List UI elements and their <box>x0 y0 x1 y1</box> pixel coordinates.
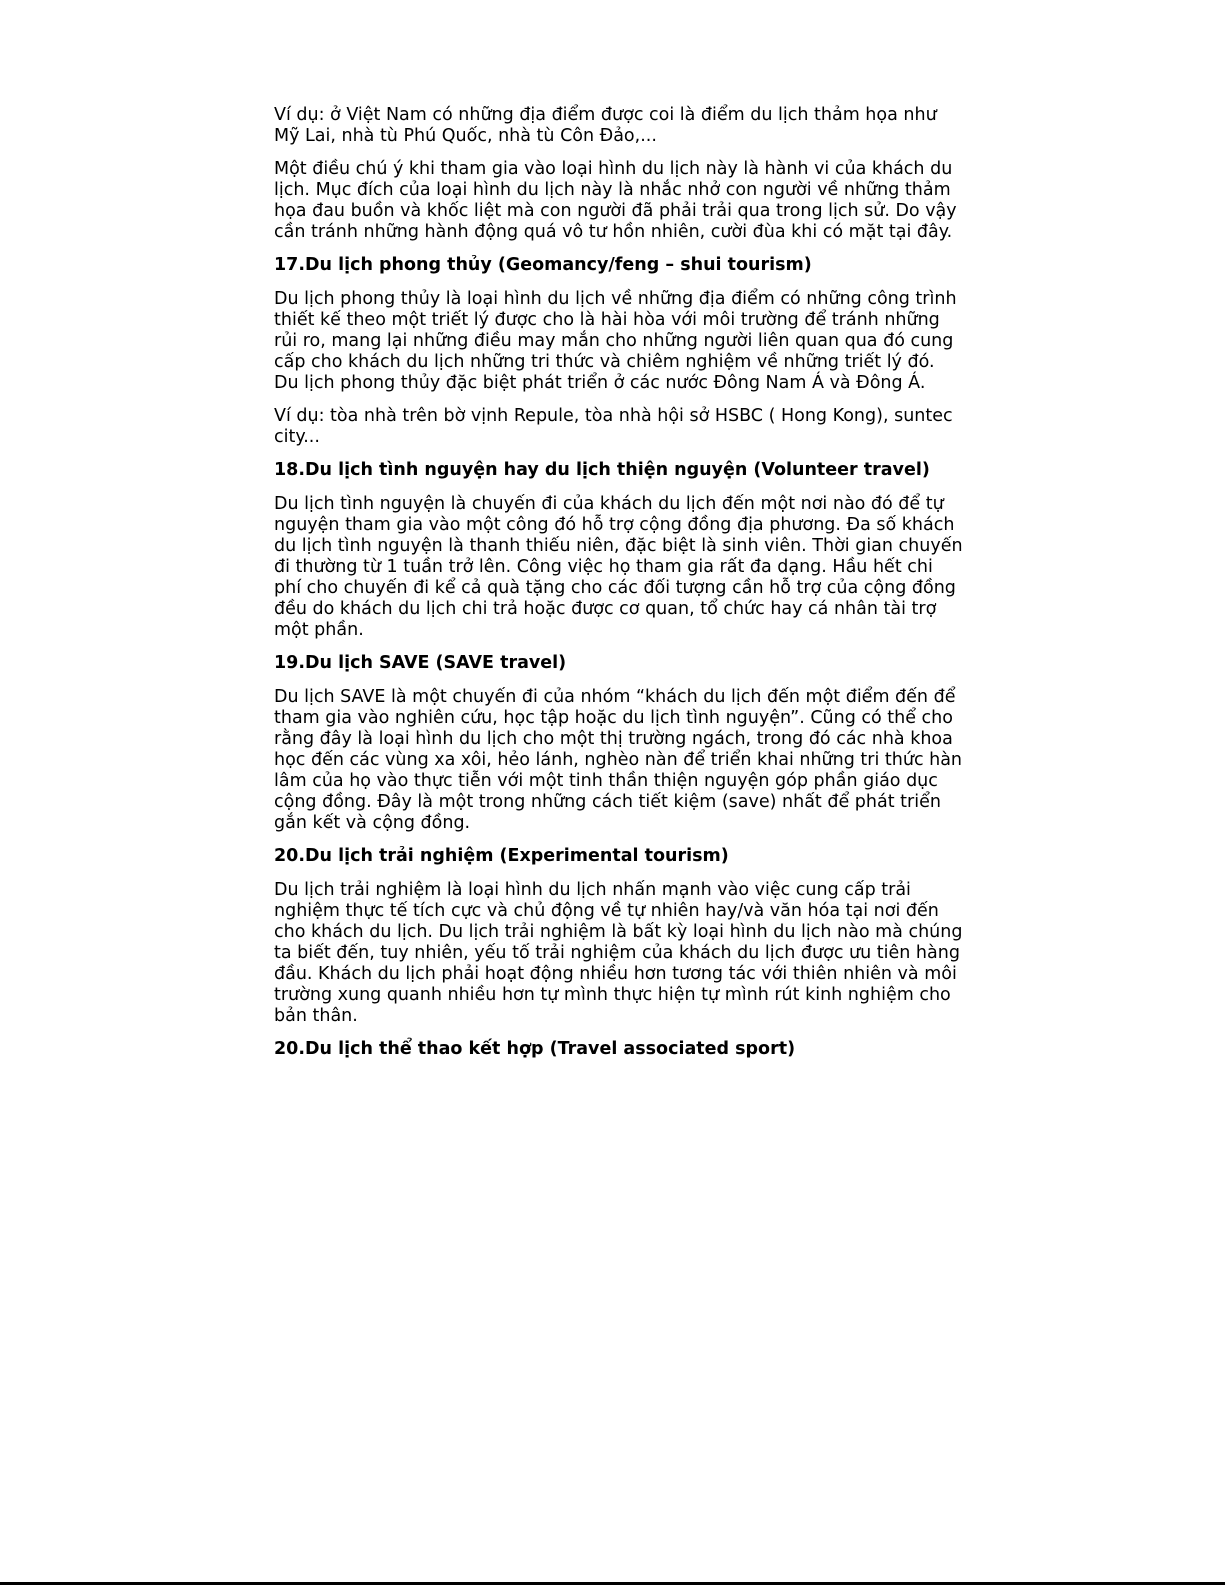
paragraph-disaster-tourism-note: Một điều chú ý khi tham gia vào loại hình du lịch này là hành vi của khách du lịch. Mục đích của loại hình du lịch này là nhắc nhở con người về những thảm họa đau buồn và khốc liệt mà con người đã phải trải qua trong lịch sử. Do vậy cần tránh những hành động quá vô tư hồn nhiên, cười đùa khi có mặt tại đây. <box>274 159 957 242</box>
paragraph-feng-shui-example: Ví dụ: tòa nhà trên bờ vịnh Repule, tòa nhà hội sở HSBC ( Hong Kong), suntec city... <box>274 406 953 447</box>
paragraph-feng-shui-definition: Du lịch phong thủy là loại hình du lịch về những địa điểm có những công trình thiết kế theo một triết lý được cho là hài hòa với môi trường để tránh những rủi ro, mang lại những điều may mắn cho những người liên quan qua đó cung cấp cho khách du lịch những tri thức và chiêm nghiệm về những triết lý đó. Du lịch phong thủy đặc biệt phát triển ở các nước Đông Nam Á và Đông Á. <box>274 289 957 393</box>
heading-17-feng-shui-tourism: 17.Du lịch phong thủy (Geomancy/feng – shui tourism) <box>274 255 812 275</box>
paragraph-volunteer-travel-definition: Du lịch tình nguyện là chuyến đi của khách du lịch đến một nơi nào đó để tự nguyện tham gia vào một công đó hỗ trợ cộng đồng địa phương. Đa số khách du lịch tình nguyện là thanh thiếu niên, đặc biệt là sinh viên. Thời gian chuyến đi thường từ 1 tuần trở lên. Công việc họ tham gia rất đa dạng. Hầu hết chi phí cho chuyến đi kể cả quà tặng cho các đối tượng cần hỗ trợ của cộng đồng đều do khách du lịch chi trả hoặc được cơ quan, tổ chức hay cá nhân tài trợ một phần. <box>274 494 963 640</box>
paragraph-experimental-tourism-definition: Du lịch trải nghiệm là loại hình du lịch nhấn mạnh vào việc cung cấp trải nghiệm thực tế tích cực và chủ động về tự nhiên hay/và văn hóa tại nơi đến cho khách du lịch. Du lịch trải nghiệm là bất kỳ loại hình du lịch nào mà chúng ta biết đến, tuy nhiên, yếu tố trải nghiệm của khách du lịch được ưu tiên hàng đầu. Khách du lịch phải hoạt động nhiều hơn tương tác với thiên nhiên và môi trường xung quanh nhiều hơn tự mình thực hiện tự mình rút kinh nghiệm cho bản thân. <box>274 880 963 1026</box>
heading-19-save-travel: 19.Du lịch SAVE (SAVE travel) <box>274 653 567 673</box>
heading-20-travel-associated-sport: 20.Du lịch thể thao kết hợp (Travel associated sport) <box>274 1039 796 1059</box>
paragraph-save-travel-definition: Du lịch SAVE là một chuyến đi của nhóm “khách du lịch đến một điểm đến để tham gia vào nghiên cứu, học tập hoặc du lịch tình nguyện”. Cũng có thể cho rằng đây là loại hình du lịch cho một thị trường ngách, trong đó các nhà khoa học đến các vùng xa xôi, hẻo lánh, nghèo nàn để triển khai những tri thức hàn lâm của họ vào thực tiễn với một tinh thần thiện nguyện góp phần giáo dục cộng đồng. Đây là một trong những cách tiết kiệm (save) nhất để phát triển gắn kết và cộng đồng. <box>274 687 963 833</box>
document-page <box>274 105 964 1073</box>
paragraph-example-disaster-tourism: Ví dụ: ở Việt Nam có những địa điểm được coi là điểm du lịch thảm họa như Mỹ Lai, nhà tù Phú Quốc, nhà tù Côn Đảo,... <box>274 105 937 146</box>
heading-20-experimental-tourism: 20.Du lịch trải nghiệm (Experimental tourism) <box>274 846 729 866</box>
heading-18-volunteer-travel: 18.Du lịch tình nguyện hay du lịch thiện nguyện (Volunteer travel) <box>274 460 930 480</box>
